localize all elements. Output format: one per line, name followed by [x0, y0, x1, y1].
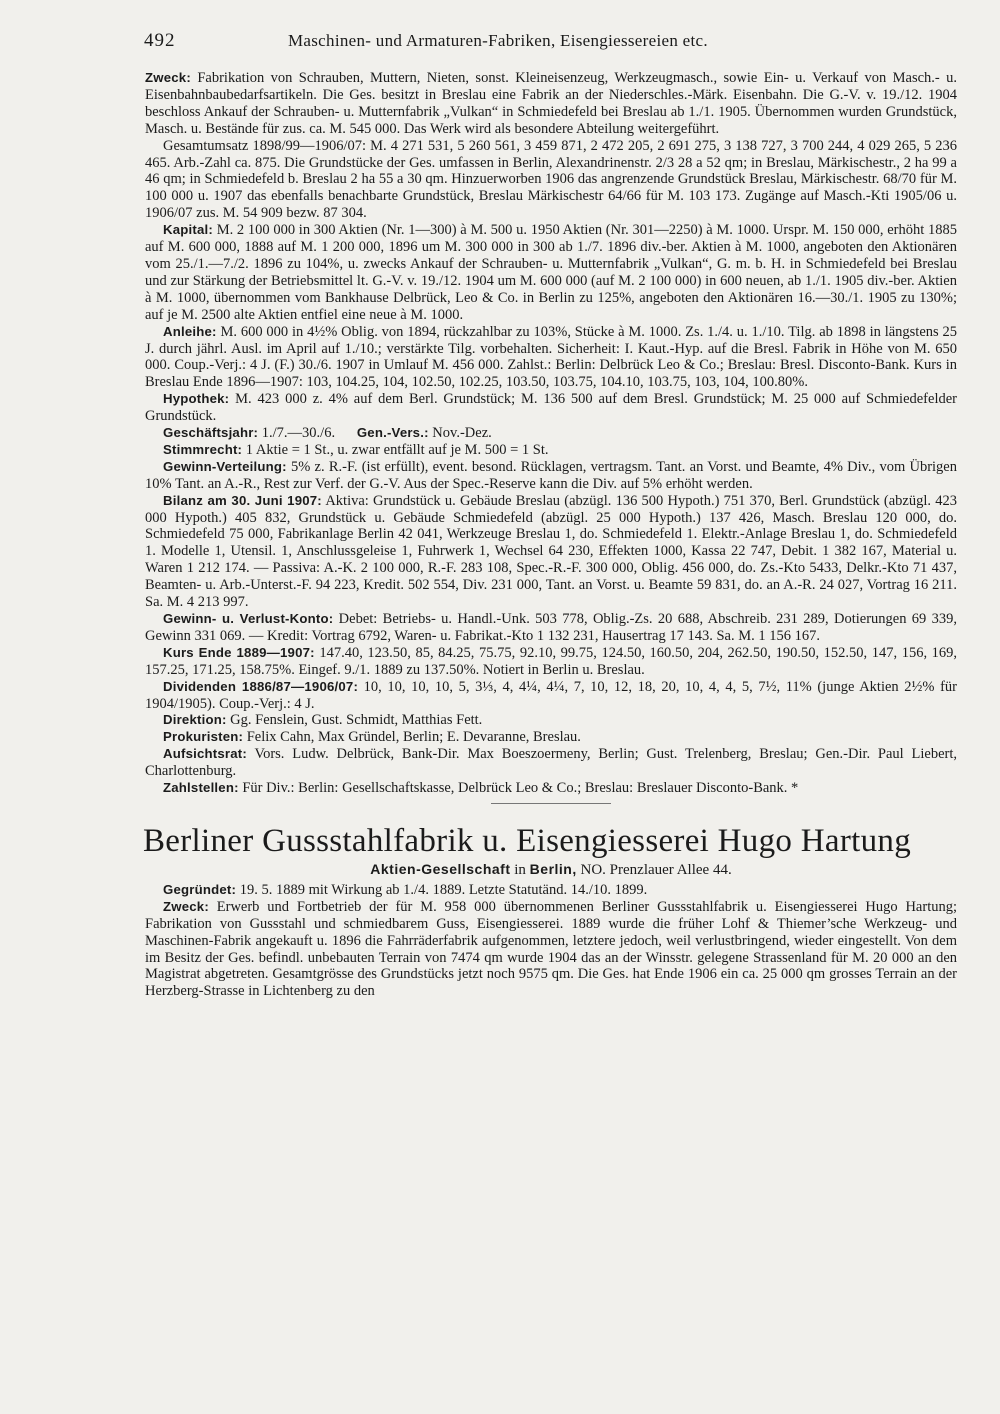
text-zweck-2: Erwerb und Fortbetrieb der für M. 958 000 übernommenen Berliner Gussstahlfabrik u. Eisengiesserei Hugo Hartung; Fabrikation von Gussstahl und schmiedbarem Guss, Eisengiesserei. 1889 wurde die früher Lohf & Thiemer’sche Werkzeug- und Maschinen-Fabrik angekauft u. 1896 die Fahrräderfabrik aufgenommen, letztere jedoch, weil verlustbringend, wieder eingestellt. Von dem im Besitz der Ges. befindl. unbebauten Terrain von 7474 qm wurde 1904 das an der Winsstr. gelegene Strassenland für M. 20 000 an den Magistrat abgetreten. Gesamtgrösse des Grundstücks jetzt noch 9575 qm. Die Ges. hat Ende 1906 ein ca. 25 000 qm grosses Terrain an der Herzberg-Strasse in Lichtenberg zu den [145, 898, 958, 1000]
paragraph-gesamtumsatz [145, 138, 957, 223]
text-prokuristen: Felix Cahn, Max Gründel, Berlin; E. Devaranne, Breslau. [246, 729, 581, 746]
text-kurs: 147.40, 123.50, 85, 84.25, 75.75, 92.10, 99.75, 124.50, 160.50, 204, 262.50, 190.50, 152.50, 147, 156, 169, 157.25, 171.25, 158.75%. Eingef. 9./1. 1889 zu 137.50%. Notiert in Berlin u. Breslau. [145, 644, 958, 678]
running-title: Maschinen- und Armaturen-Fabriken, Eisengiessereien etc. [288, 31, 708, 50]
company-entry-2 [145, 822, 957, 1000]
paragraph-prokuristen [145, 729, 957, 746]
subtitle-in: in [514, 861, 526, 878]
subtitle-city: Berlin, [529, 860, 577, 877]
text-guv: Debet: Betriebs- u. Handl.-Unk. 503 778, Oblig.-Zs. 20 688, Abschreib. 231 289, Dotierungen 69 339, Gewinn 331 069. — Kredit: Vortrag 6792, Waren- u. Fabrikat.-Kto 1 132 231, Hausertrag 17 143. Sa. M. 1 156 167. [145, 611, 957, 644]
paragraph-hypothek [145, 391, 957, 425]
label-aufsichtsrat: Aufsichtsrat: [163, 746, 247, 762]
label-dividenden: Dividenden 1886/87—1906/07: [163, 678, 359, 694]
subtitle-ag: Aktien-Gesellschaft [370, 860, 511, 877]
company-entry-1 [145, 70, 957, 797]
text-zweck: Fabrikation von Schrauben, Muttern, Nieten, sonst. Kleineisenzeug, Werkzeugmasch., sowie Ein- u. Verkauf von Masch.- u. Eisenbahnbaubedarfsartikeln. Die Ges. besitzt in Breslau eine Fabrik an der Niederschles.-Märk. Eisenbahn. Die G.-V. v. 19./12. 1904 beschloss Ankauf der Schrauben- u. Mutternfabrik „Vulkan“ in Schmiedefeld bei Breslau ab 1./1. 1905. Übernommen wurden Grundstück, Masch. u. Bestände für zus. ca. M. 545 000. Das Werk wird als besondere Abteilung weitergeführt. [145, 70, 958, 137]
label-geschaeftsjahr: Geschäftsjahr: [163, 425, 259, 441]
subtitle-address: NO. Prenzlauer Allee 44. [580, 861, 732, 878]
text-aufsichtsrat: Vors. Ludw. Delbrück, Bank-Dir. Max Boeszoermeny, Berlin; Gust. Trelenberg, Breslau; Gen.-Dir. Paul Liebert, Charlottenburg. [145, 746, 957, 780]
text-dividenden: 10, 10, 10, 10, 5, 3⅓, 4, 4¼, 4¼, 7, 10, 12, 18, 20, 10, 4, 4, 5, 7½, 11% (junge Aktien 2½% für 1904/1905). Coup.-Verj.: 4 J. [145, 678, 958, 712]
paragraph-gegruendet [145, 882, 957, 899]
page-header [138, 30, 958, 60]
paragraph-zweck [145, 70, 957, 138]
paragraph-direktion [145, 712, 957, 729]
paragraph-anleihe [145, 324, 957, 392]
text-gewinnverteilung: 5% z. R.-F. (ist erfüllt), event. besond. Rücklagen, vertragsm. Tant. an Vorst. und Beamte, 4% Div., vom Übrigen 10% Tant. an A.-R., Rest zur Verf. der G.-V. Aus der Spec.-Reserve kann die Div. auf 5% erhöht werden. [145, 458, 957, 492]
page-number: 492 [144, 30, 176, 51]
paragraph-kurs [145, 645, 957, 679]
paragraph-aufsichtsrat [145, 746, 957, 780]
label-gegruendet: Gegründet: [163, 881, 237, 897]
text-gesamtumsatz: Gesamtumsatz 1898/99—1906/07: M. 4 271 531, 5 260 561, 3 459 871, 2 472 205, 2 691 275, 3 138 727, 3 700 244, 4 029 265, 5 236 465. Arb.-Zahl ca. 875. Die Grundstücke der Ges. umfassen in Berlin, Alexandrinenstr. 2/3 28 a 52 qm; in Breslau, Märkischestr., 2 ha 99 a 46 qm; in Schmiedefeld b. Breslau 2 ha 55 a 30 qm. Hinzuerworben 1906 das angrenzende Grundstück Breslau, Märkischestr. 68/70 für M. 100 000 u. 1907 das ebenfalls benachbarte Grundstück, Breslau Märkischestr 64/66 für M. 103 173. Zugänge auf Masch.-Kti 1905/06 u. 1906/07 zus. M. 54 909 bezw. 87 304. [145, 137, 957, 222]
scan-edge-fade [972, 0, 1000, 1414]
text-direktion: Gg. Fenslein, Gust. Schmidt, Matthias Fett. [230, 712, 483, 729]
label-prokuristen: Prokuristen: [163, 729, 244, 745]
entry-separator [491, 803, 611, 804]
label-direktion: Direktion: [163, 712, 227, 728]
text-hypothek: M. 423 000 z. 4% auf dem Berl. Grundstück; M. 136 500 auf dem Bresl. Grundstück; M. 25 000 auf Schmiedefelder Grundstück. [145, 391, 957, 425]
text-zahlstellen: Für Div.: Berlin: Gesellschaftskasse, Delbrück Leo & Co.; Breslau: Breslauer Disconto-Bank. * [242, 780, 799, 797]
paragraph-gewinnverteilung [145, 459, 957, 493]
label-zahlstellen: Zahlstellen: [163, 780, 239, 796]
label-anleihe: Anleihe: [163, 323, 217, 339]
label-bilanz: Bilanz am 30. Juni 1907: [163, 492, 322, 508]
paragraph-kapital [145, 222, 957, 323]
text-genvers: Nov.-Dez. [432, 425, 492, 442]
label-gewinnverteilung: Gewinn-Verteilung: [163, 458, 287, 474]
text-bilanz: Aktiva: Grundstück u. Gebäude Breslau (abzügl. 136 500 Hypoth.) 751 370, Berl. Grundstück (abzügl. 423 000 Hypoth.) 405 832, Grundstück u. Gebäude Schmiedefeld (abzügl. 25 000 Hypoth.) 137 426, Masch. Breslau 120 000, do. Schmiedefeld 75 000, Fabrikanlage Berlin 42 041, Werkzeuge Breslau 1, do. Schmiedefeld 1. Elektr.-Anlage Breslau 1, do. Schmiedefeld 1. Modelle 1, Utensil. 1, Anschlussgeleise 1, Fuhrwerk 1, Wechsel 64 230, Effekten 1000, Kassa 22 747, Debit. 1 382 167, Material u. Waren 1 212 174. — Passiva: A.-K. 2 100 000, R.-F. 283 108, Spec.-R.-F. 300 000, Oblig. 456 000, do. Zs.-Kto 5433, Delkr.-Kto 71 437, Beamten- u. Arb.-Unterst.-F. 94 223, Kredit. 502 554, Div. 231 000, Tant. an Vorst. u. Beamte 59 831, do. an A.-R. 24 027, Vortrag 16 211. Sa. M. 4 213 997. [145, 492, 957, 611]
label-genvers: Gen.-Vers.: [356, 425, 429, 441]
label-stimmrecht: Stimmrecht: [163, 441, 243, 457]
label-zweck-2: Zweck: [163, 898, 209, 914]
paragraph-guv [145, 611, 957, 645]
label-kurs: Kurs Ende 1889—1907: [163, 644, 315, 660]
label-zweck: Zweck: [145, 70, 191, 85]
label-hypothek: Hypothek: [163, 391, 230, 407]
text-stimmrecht: 1 Aktie = 1 St., u. zwar entfällt auf je M. 500 = 1 St. [245, 441, 549, 458]
text-kapital: M. 2 100 000 in 300 Aktien (Nr. 1—300) à M. 500 u. 1950 Aktien (Nr. 301—2250) à M. 1000. Urspr. M. 150 000, erhöht 1885 auf M. 600 000, 1888 auf M. 1 200 000, 1896 um M. 300 000 in 300 ab 1./7. 1896 div.-ber. Aktien à M. 1000, angeboten den Aktionären vom 25./1.—7./2. 1896 zu 104%, u. zwecks Ankauf der Schrauben- u. Mutternfabrik „Vulkan“, G. m. b. H. in Schmiedefeld bei Breslau und zur Stärkung der Betriebsmittel lt. G.-V. v. 19./12. 1904 um M. 600 000 (auf M. 2 100 000) in 600 neuen, ab 1./1. 1905 div.-ber. Aktien à M. 1000, übernommen vom Bankhause Delbrück, Leo & Co. in Berlin zu 125%, angeboten den Aktionären 16.—30./1. 1905 zu 130%; auf je M. 2500 alte Aktien entfiel eine neue à M. 1000. [145, 222, 957, 323]
paragraph-zweck-2 [145, 899, 957, 1000]
paragraph-stimmrecht [145, 442, 957, 459]
text-anleihe: M. 600 000 in 4½% Oblig. von 1894, rückzahlbar zu 103%, Stücke à M. 1000. Zs. 1./4. u. 1./10. Tilg. ab 1898 in längstens 25 J. durch jährl. Ausl. im April auf 1./10.; verstärkte Tilg. vorbehalten. Sicherheit: I. Kaut.-Hyp. auf die Bresl. Fabrik in Höhe von M. 650 000. Coup.-Verj.: 4 J. (F.) 30./6. 1907 in Umlauf M. 456 000. Zahlst.: Berlin: Delbrück Leo & Co.; Breslau: Bresl. Disconto-Bank. Kurs in Breslau Ende 1896—1907: 103, 104.25, 104, 102.50, 102.25, 103.50, 103.75, 104.10, 103.75, 103, 104, 100.80%. [145, 323, 957, 391]
paragraph-dividenden [145, 679, 957, 713]
label-guv: Gewinn- u. Verlust-Konto: [163, 611, 334, 626]
company-title: Berliner Gussstahlfabrik u. Eisengiesserei Hugo Hartung [143, 822, 911, 859]
label-kapital: Kapital: [163, 222, 213, 238]
paragraph-geschaeftsjahr [145, 425, 957, 442]
text-geschaeftsjahr: 1./7.—30./6. [261, 425, 336, 442]
text-gegruendet: 19. 5. 1889 mit Wirkung ab 1./4. 1889. Letzte Statutänd. 14./10. 1899. [239, 881, 648, 898]
paragraph-bilanz [145, 493, 957, 611]
paragraph-zahlstellen [145, 780, 957, 797]
page-body [145, 70, 957, 1000]
company-subtitle [145, 861, 957, 879]
